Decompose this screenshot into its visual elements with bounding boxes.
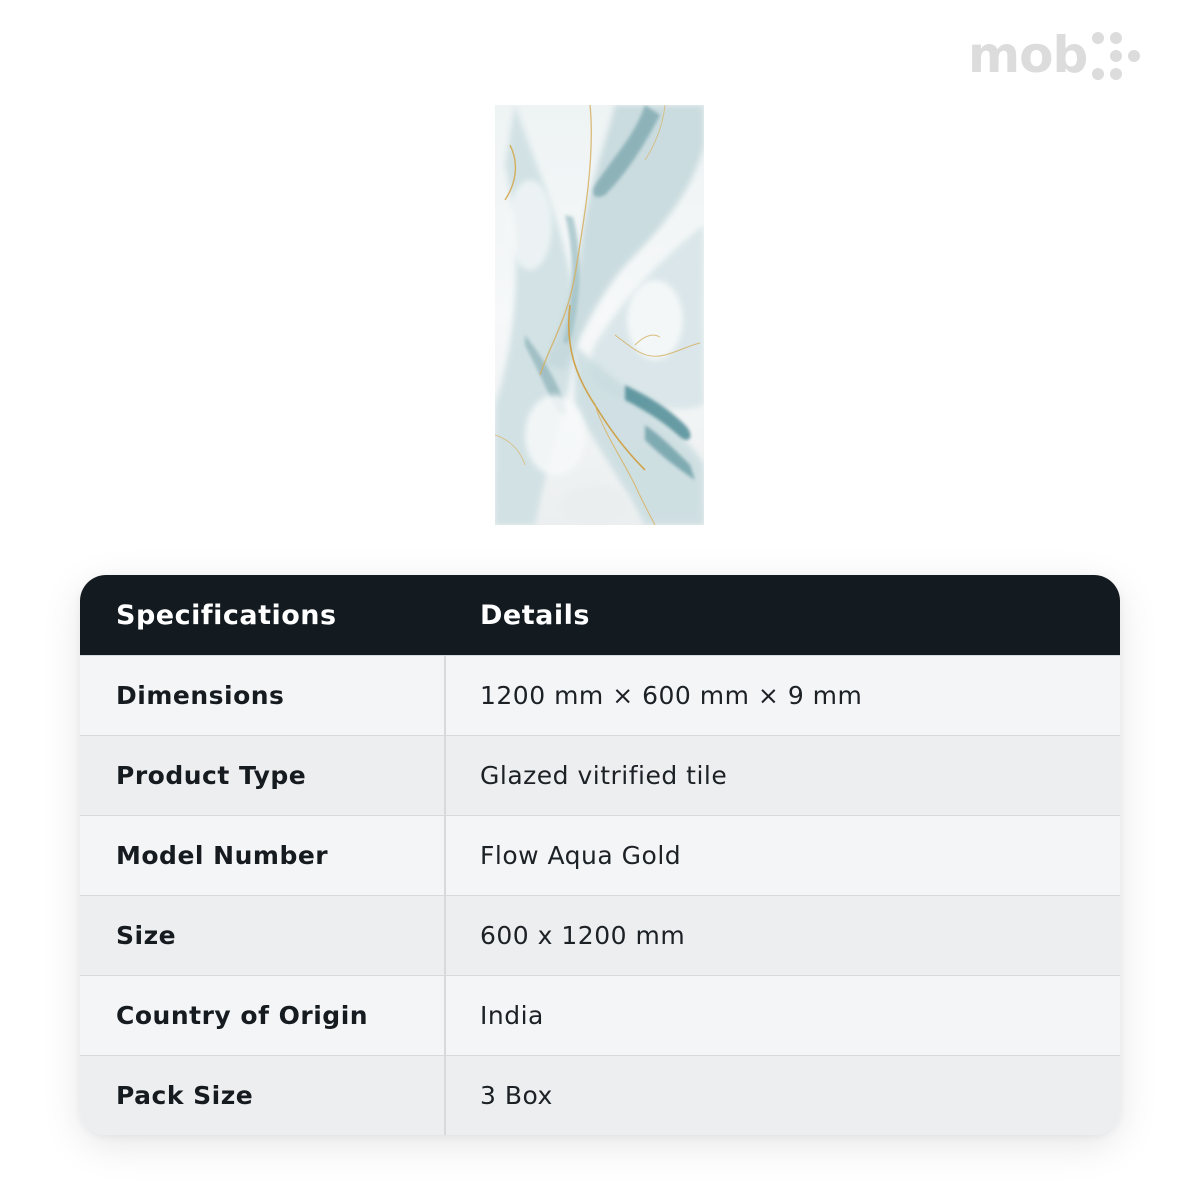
- row-label: Country of Origin: [80, 976, 446, 1055]
- specifications-table: [80, 575, 1120, 1135]
- row-label: Model Number: [80, 816, 446, 895]
- table-row: [80, 895, 1120, 975]
- brand-dots-icon: [1090, 30, 1142, 82]
- row-label: Product Type: [80, 736, 446, 815]
- row-value: Flow Aqua Gold: [480, 841, 682, 870]
- row-value: 3 Box: [480, 1081, 553, 1110]
- row-value: 1200 mm × 600 mm × 9 mm: [480, 681, 863, 710]
- table-row: [80, 735, 1120, 815]
- table-row: [80, 1055, 1120, 1135]
- brand-logo: [968, 28, 1142, 82]
- table-row: [80, 815, 1120, 895]
- row-value: Glazed vitrified tile: [480, 761, 728, 790]
- row-label: Dimensions: [80, 656, 446, 735]
- row-value: 600 x 1200 mm: [480, 921, 686, 950]
- header-specifications: Specifications: [116, 599, 337, 631]
- table-row: [80, 655, 1120, 735]
- marble-tile-image: [495, 105, 704, 525]
- header-details: Details: [480, 599, 590, 631]
- table-row: [80, 975, 1120, 1055]
- row-label: Pack Size: [80, 1056, 446, 1135]
- table-header: [80, 575, 1120, 655]
- row-label: Size: [80, 896, 446, 975]
- brand-logo-text: mob: [968, 26, 1088, 84]
- row-value: India: [480, 1001, 544, 1030]
